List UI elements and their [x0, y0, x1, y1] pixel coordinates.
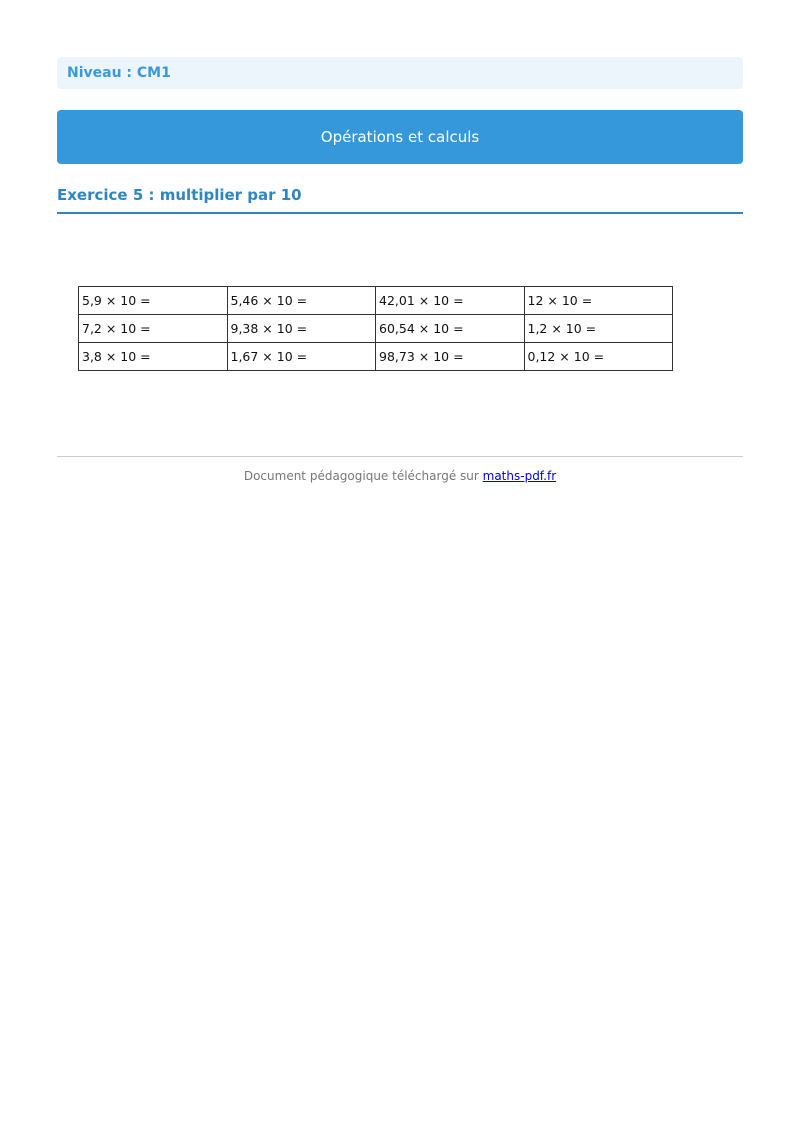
footer-divider — [57, 456, 743, 457]
table-cell: 7,2 × 10 = — [79, 315, 228, 343]
level-badge — [57, 57, 743, 89]
level-label: Niveau : CM1 — [67, 65, 171, 81]
operations-table — [78, 286, 673, 371]
table-cell: 60,54 × 10 = — [376, 315, 525, 343]
table-cell: 3,8 × 10 = — [79, 343, 228, 371]
table-cell: 1,67 × 10 = — [227, 343, 376, 371]
footer-link[interactable]: maths-pdf.fr — [482, 469, 557, 483]
table-cell: 5,9 × 10 = — [79, 287, 228, 315]
banner-title: Opérations et calculs — [320, 128, 480, 146]
title-banner — [57, 110, 743, 164]
exercise-title: Exercice 5 : multiplier par 10 — [57, 184, 743, 214]
table-cell: 0,12 × 10 = — [524, 343, 673, 371]
table-cell: 1,2 × 10 = — [524, 315, 673, 343]
footer — [57, 469, 743, 483]
table-cell: 98,73 × 10 = — [376, 343, 525, 371]
table-cell: 12 × 10 = — [524, 287, 673, 315]
table-row — [79, 315, 673, 343]
table-cell: 42,01 × 10 = — [376, 287, 525, 315]
table-cell: 9,38 × 10 = — [227, 315, 376, 343]
table-row — [79, 343, 673, 371]
table-cell: 5,46 × 10 = — [227, 287, 376, 315]
table-row — [79, 287, 673, 315]
footer-text: Document pédagogique téléchargé sur — [243, 469, 483, 483]
